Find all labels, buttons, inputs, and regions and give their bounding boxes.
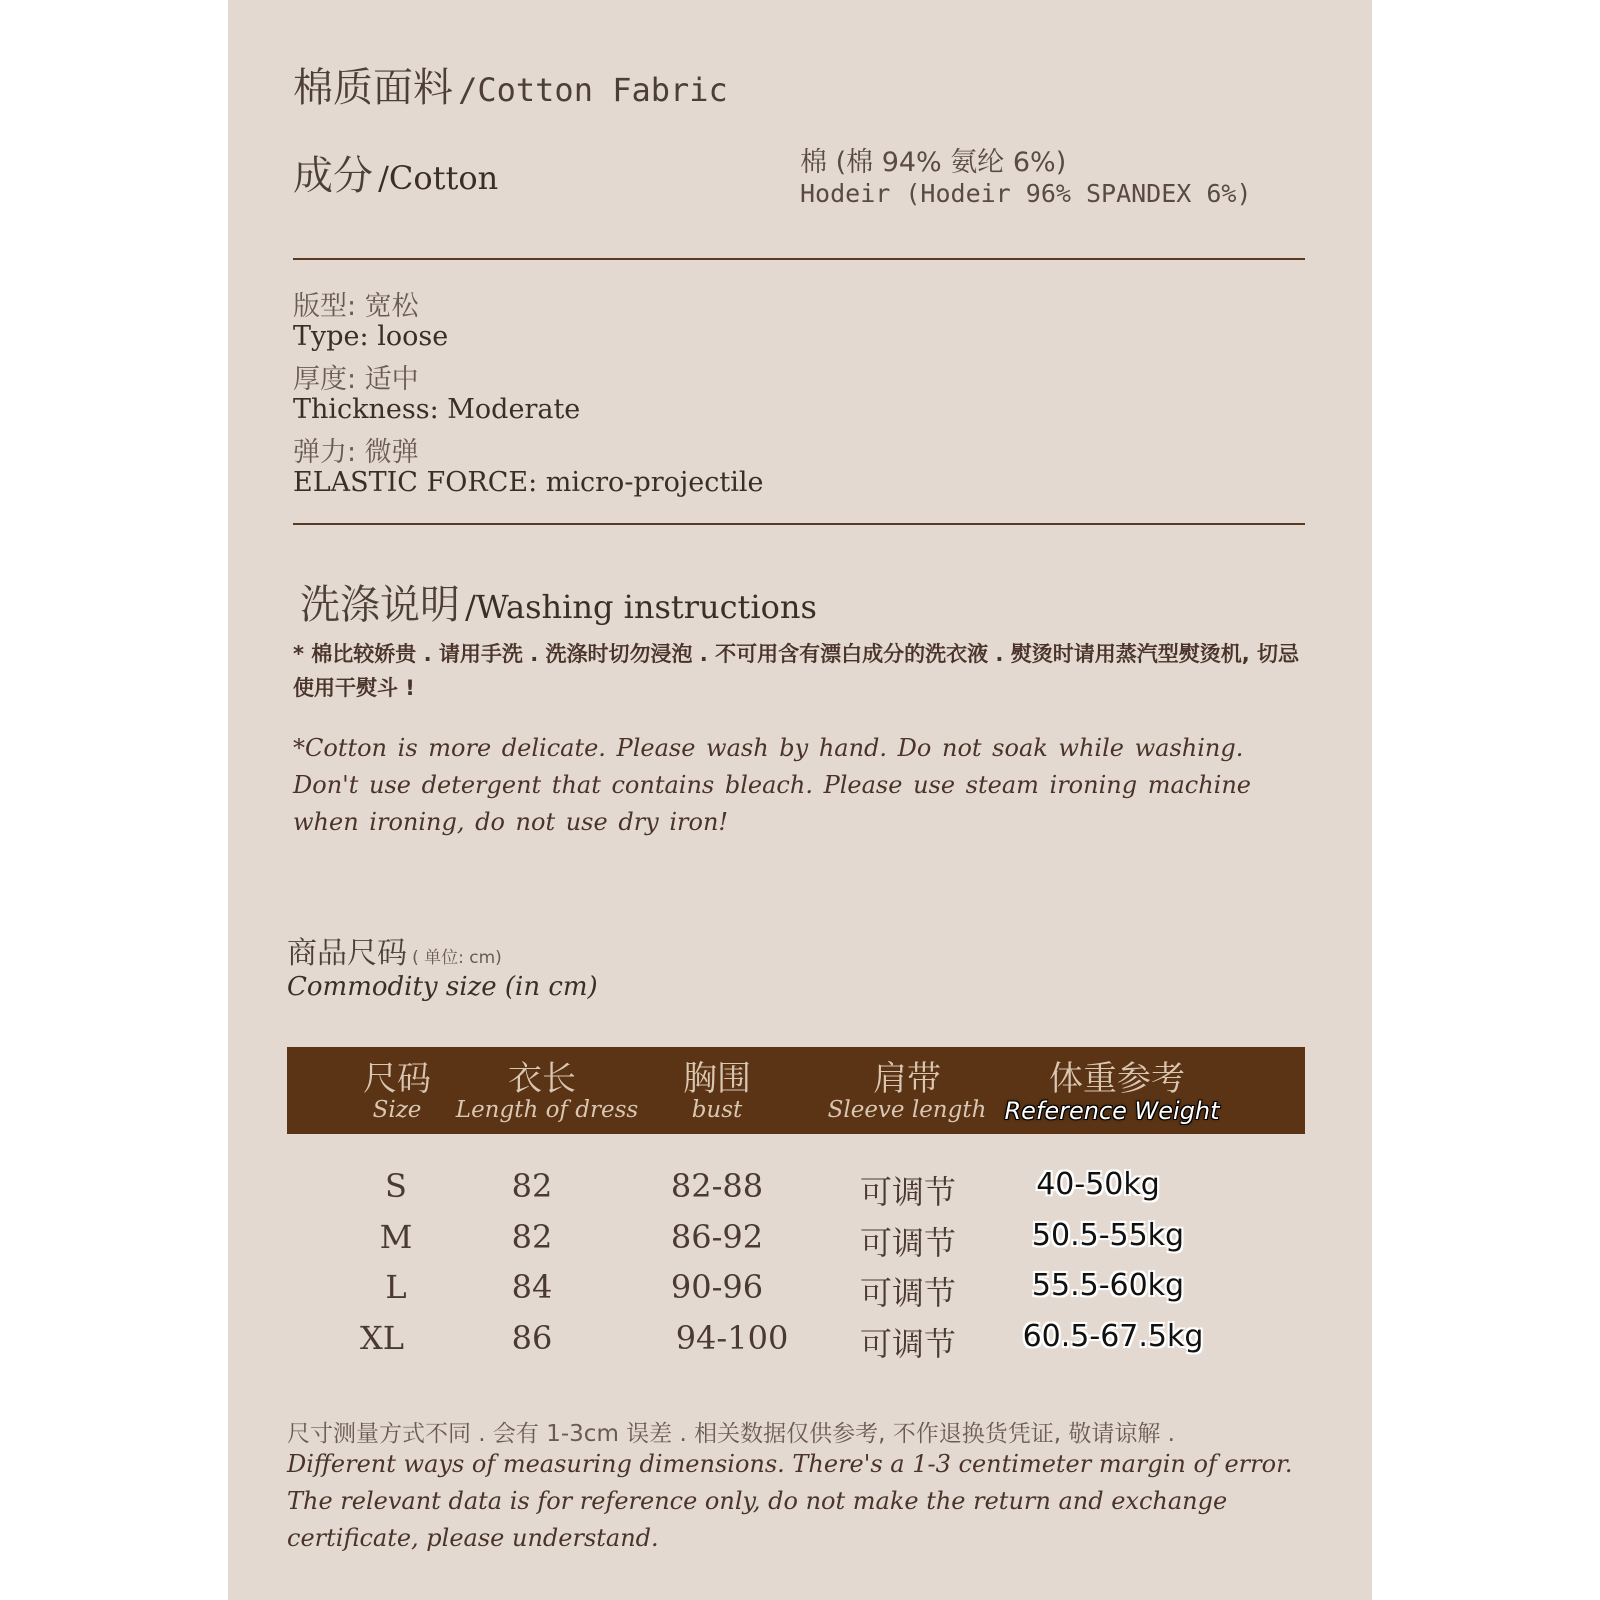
fabric-title-en: /Cotton Fabric <box>458 71 728 109</box>
header-bust-en: bust <box>691 1097 743 1123</box>
attr-type-cn: 版型: 宽松 <box>293 291 419 322</box>
cell-length: 82 <box>511 1218 553 1256</box>
header-size-en: Size <box>372 1097 422 1123</box>
washing-title-en: /Washing instructions <box>465 588 817 626</box>
size-unit-cn: ( 单位: cm) <box>412 948 502 968</box>
size-title-en: Commodity size (in cm) <box>287 972 598 1002</box>
cell-strap: 可调节 <box>859 1325 956 1363</box>
footer-note-en: Different ways of measuring dimensions. There's a 1-3 centimeter margin of error. The relevant data is for reference only, do not make the return and exchange certificate, please understand. <box>287 1450 1293 1552</box>
cell-size: S <box>385 1167 407 1205</box>
header-strap-en: Sleeve length <box>827 1097 987 1123</box>
cell-length: 82 <box>511 1167 553 1205</box>
header-length-cn: 衣长 <box>508 1059 576 1099</box>
size-table-header <box>287 1047 1305 1134</box>
cell-size: XL <box>359 1319 405 1357</box>
cell-bust: 90-96 <box>670 1268 764 1306</box>
cell-strap: 可调节 <box>859 1224 956 1262</box>
size-heading <box>287 928 502 972</box>
header-length-en: Length of dress <box>455 1097 639 1123</box>
cell-bust: 82-88 <box>670 1167 764 1205</box>
cell-weight: 50.5-55kg <box>1031 1218 1185 1253</box>
header-size-cn: 尺码 <box>363 1059 431 1099</box>
header-weight-en: Reference Weight <box>1004 1097 1220 1125</box>
footer-note-cn: 尺寸测量方式不同 . 会有 1-3cm 误差 . 相关数据仅供参考, 不作退换货凭证, 敬请谅解 . <box>287 1421 1175 1447</box>
cell-strap: 可调节 <box>859 1274 956 1312</box>
washing-note-cn: * 棉比较娇贵 . 请用手洗 . 洗涤时切勿浸泡 . 不可用含有漂白成分的洗衣液 . 熨烫时请用蒸汽型熨烫机, 切忌使用干熨斗 ! <box>293 642 1299 700</box>
attr-elastic-cn: 弹力: 微弹 <box>293 437 419 468</box>
cell-bust: 86-92 <box>670 1218 764 1256</box>
cell-weight: 60.5-67.5kg <box>1022 1319 1204 1354</box>
composition-title-cn: 成分 <box>293 153 373 199</box>
cell-weight: 55.5-60kg <box>1031 1268 1185 1303</box>
composition-value-en: Hodeir (Hodeir 96% SPANDEX 6%) <box>800 179 1252 208</box>
divider-top <box>293 258 1305 260</box>
size-guide-panel <box>228 0 1372 1600</box>
fabric-title-cn: 棉质面料 <box>293 65 453 111</box>
composition-value-cn: 棉 (棉 94% 氨纶 6%) <box>800 147 1067 178</box>
header-weight-cn: 体重参考 <box>1049 1059 1185 1099</box>
size-title-cn: 商品尺码 <box>287 936 407 971</box>
cell-strap: 可调节 <box>859 1173 956 1211</box>
fabric-heading <box>293 56 728 113</box>
cell-size: M <box>379 1218 413 1256</box>
cell-length: 84 <box>511 1268 553 1306</box>
attr-thickness-cn: 厚度: 适中 <box>293 364 419 395</box>
composition-heading <box>293 144 498 201</box>
cell-bust: 94-100 <box>675 1319 789 1357</box>
cell-weight: 40-50kg <box>1036 1167 1160 1202</box>
washing-heading <box>300 573 817 630</box>
header-strap-cn: 肩带 <box>873 1059 941 1099</box>
cell-length: 86 <box>511 1319 553 1357</box>
attr-thickness-en: Thickness: Moderate <box>293 394 581 425</box>
attr-type-en: Type: loose <box>293 321 449 352</box>
washing-title-cn: 洗涤说明 <box>300 582 460 628</box>
attr-elastic-en: ELASTIC FORCE: micro-projectile <box>293 467 764 498</box>
composition-title-en: /Cotton <box>378 159 499 197</box>
washing-note-en: *Cotton is more delicate. Please wash by hand. Do not soak while washing. Don't use detergent that contains bleach. Please use steam ironing machine when ironing, do not use dry iron! <box>293 734 1252 836</box>
header-bust-cn: 胸围 <box>683 1059 751 1099</box>
divider-middle <box>293 523 1305 525</box>
cell-size: L <box>385 1268 407 1306</box>
